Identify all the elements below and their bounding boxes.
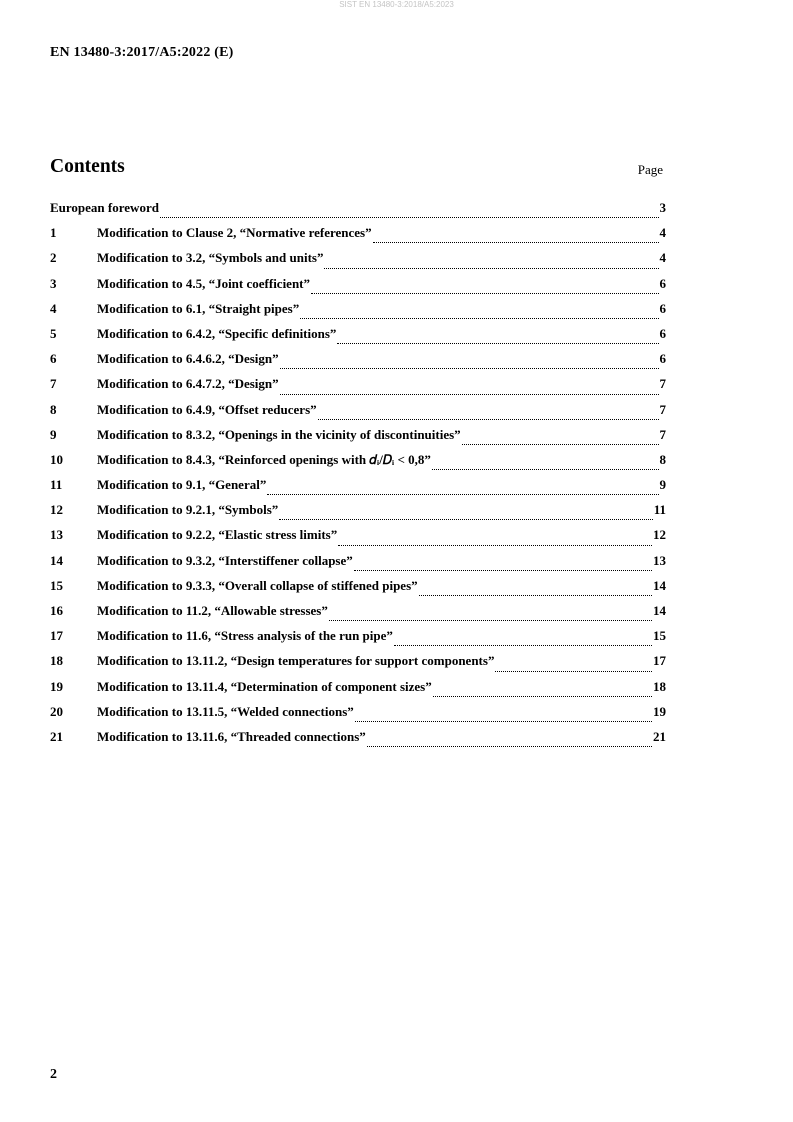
toc-entry-number: 15 (50, 577, 63, 593)
toc-entry[interactable] (50, 603, 666, 628)
toc-entry-number: 16 (50, 603, 63, 618)
toc-entry[interactable] (50, 477, 666, 502)
toc-entry-title[interactable]: Modification to 9.3.2, “Interstiffener collapse” (97, 552, 353, 568)
toc-entry[interactable] (50, 527, 666, 552)
toc-entry[interactable] (50, 200, 666, 225)
toc-entry[interactable] (50, 326, 666, 351)
toc-entry-title[interactable]: European foreword (50, 200, 159, 215)
toc-entry[interactable] (50, 729, 666, 754)
toc-entry-title[interactable]: Modification to 9.2.2, “Elastic stress limits” (97, 527, 338, 543)
toc-entry-number: 9 (50, 426, 57, 442)
toc-entry-title[interactable]: Modification to 6.4.9, “Offset reducers” (97, 401, 317, 417)
toc-dot-leader (279, 518, 652, 520)
toc-dot-leader (337, 342, 658, 344)
toc-dot-leader (373, 241, 659, 243)
toc-dot-leader (324, 267, 658, 269)
toc-entry-page[interactable]: 12 (653, 527, 666, 543)
toc-dot-leader (419, 594, 652, 596)
toc-entry[interactable] (50, 578, 666, 603)
toc-entry[interactable] (50, 553, 666, 578)
toc-entry-number: 11 (50, 477, 63, 493)
toc-dot-leader (267, 493, 658, 495)
toc-entry-number: 8 (50, 401, 57, 417)
toc-entry-title[interactable]: Modification to 8.3.2, “Openings in the vicinity of discontinuities” (97, 426, 461, 442)
page-column-label: Page (637, 162, 663, 177)
toc-entry-page[interactable]: 13 (653, 552, 666, 568)
toc-entry-number: 10 (50, 451, 63, 467)
toc-entry-title[interactable]: Modification to 9.1, “General” (97, 477, 267, 493)
toc-entry-number: 2 (50, 250, 57, 266)
toc-entry[interactable] (50, 452, 666, 477)
toc-entry-page[interactable]: 9 (659, 477, 666, 493)
toc-entry-number: 3 (50, 275, 57, 291)
toc-dot-leader (300, 317, 658, 319)
toc-entry-page[interactable]: 17 (653, 653, 666, 669)
toc-entry-title[interactable]: Modification to 3.2, “Symbols and units” (97, 250, 324, 266)
toc-entry-page[interactable]: 4 (659, 250, 666, 266)
toc-entry-page[interactable]: 14 (653, 577, 666, 593)
toc-dot-leader (338, 544, 652, 546)
toc-entry-page[interactable]: 15 (653, 628, 666, 644)
toc-entry-number: 5 (50, 325, 57, 341)
toc-entry[interactable] (50, 679, 666, 704)
toc-entry-number: 17 (50, 628, 63, 644)
toc-entry[interactable] (50, 250, 666, 275)
toc-entry-title[interactable]: Modification to Clause 2, “Normative references” (97, 225, 372, 241)
toc-dot-leader (462, 443, 659, 445)
toc-entry-page[interactable]: 7 (659, 376, 666, 392)
toc-entry-number: 20 (50, 703, 63, 719)
toc-entry-title[interactable]: Modification to 6.4.6.2, “Design” (97, 351, 279, 367)
toc-entry-title[interactable]: Modification to 9.2.1, “Symbols” (97, 502, 279, 518)
toc-dot-leader (355, 720, 652, 722)
toc-entry-page[interactable]: 8 (659, 451, 666, 467)
contents-title: Contents (50, 156, 125, 177)
toc-dot-leader (280, 393, 659, 395)
toc-entry-number: 21 (50, 728, 63, 744)
toc-entry[interactable] (50, 301, 666, 326)
toc-dot-leader (495, 670, 652, 672)
toc-entry-title[interactable]: Modification to 6.1, “Straight pipes” (97, 300, 300, 316)
toc-entry-title[interactable]: Modification to 11.6, “Stress analysis of the run pipe” (97, 628, 393, 644)
toc-entry-page[interactable]: 19 (653, 703, 666, 719)
toc-entry-page[interactable]: 3 (659, 200, 666, 215)
toc-entry-title[interactable]: Modification to 13.11.6, “Threaded connections” (97, 728, 366, 744)
watermark: SIST EN 13480-3:2018/A5:2023 (339, 0, 454, 9)
toc-entry-number: 13 (50, 527, 63, 543)
toc-entry-title[interactable]: Modification to 6.4.2, “Specific definitions” (97, 325, 337, 341)
toc-entry-page[interactable]: 6 (659, 300, 666, 316)
toc-entry-title[interactable]: Modification to 4.5, “Joint coefficient” (97, 275, 311, 291)
toc-entry-title[interactable]: Modification to 13.11.5, “Welded connections” (97, 703, 354, 719)
toc-entry-number: 1 (50, 225, 57, 241)
toc-entry-number: 19 (50, 678, 63, 694)
toc-dot-leader (394, 644, 652, 646)
toc-entry-number: 7 (50, 376, 57, 392)
toc-dot-leader (160, 216, 659, 218)
toc-entry-number: 4 (50, 300, 57, 316)
page-number: 2 (50, 1067, 57, 1082)
toc-entry-number: 12 (50, 502, 63, 518)
toc-entry-page[interactable]: 7 (659, 401, 666, 417)
toc-dot-leader (280, 367, 659, 369)
toc-entry-title[interactable]: Modification to 6.4.7.2, “Design” (97, 376, 279, 392)
toc-entry-title[interactable]: Modification to 8.4.3, “Reinforced openings with 𝑑ᵢ/𝐷ᵢ < 0,8” (97, 451, 431, 467)
toc-entry-page[interactable]: 4 (659, 225, 666, 241)
contents-heading (50, 156, 663, 182)
toc-entry-title[interactable]: Modification to 13.11.4, “Determination of component sizes” (97, 678, 432, 694)
toc-dot-leader (432, 468, 659, 470)
toc-entry-page[interactable]: 7 (659, 426, 666, 442)
toc-entry-title[interactable]: Modification to 11.2, “Allowable stresses” (97, 603, 328, 618)
toc-dot-leader (354, 569, 652, 571)
toc-dot-leader (433, 695, 652, 697)
toc-dot-leader (318, 418, 659, 420)
toc-entry-page[interactable]: 11 (653, 502, 666, 518)
toc-entry[interactable] (50, 427, 666, 452)
toc-entry-title[interactable]: Modification to 9.3.3, “Overall collapse of stiffened pipes” (97, 577, 418, 593)
toc-entry[interactable] (50, 276, 666, 301)
toc-entry-title[interactable]: Modification to 13.11.2, “Design temperatures for support components” (97, 653, 495, 669)
toc-entry-page[interactable]: 6 (659, 351, 666, 367)
toc-entry[interactable] (50, 653, 666, 678)
toc-entry-number: 18 (50, 653, 63, 669)
toc-entry[interactable] (50, 628, 666, 653)
toc-entry[interactable] (50, 351, 666, 376)
toc-entry-page[interactable]: 14 (653, 603, 666, 618)
table-of-contents (50, 200, 666, 754)
toc-entry-page[interactable]: 6 (659, 275, 666, 291)
toc-entry-page[interactable]: 21 (653, 728, 666, 744)
toc-entry[interactable] (50, 376, 666, 401)
toc-entry[interactable] (50, 502, 666, 527)
toc-dot-leader (311, 292, 658, 294)
toc-entry-number: 14 (50, 552, 63, 568)
toc-entry-page[interactable]: 18 (653, 678, 666, 694)
toc-dot-leader (329, 619, 652, 621)
toc-dot-leader (367, 745, 652, 747)
toc-entry-page[interactable]: 6 (659, 325, 666, 341)
toc-entry[interactable] (50, 225, 666, 250)
toc-entry[interactable] (50, 402, 666, 427)
document-id: EN 13480-3:2017/A5:2022 (E) (50, 45, 234, 60)
toc-entry-number: 6 (50, 351, 57, 367)
toc-entry[interactable] (50, 704, 666, 729)
